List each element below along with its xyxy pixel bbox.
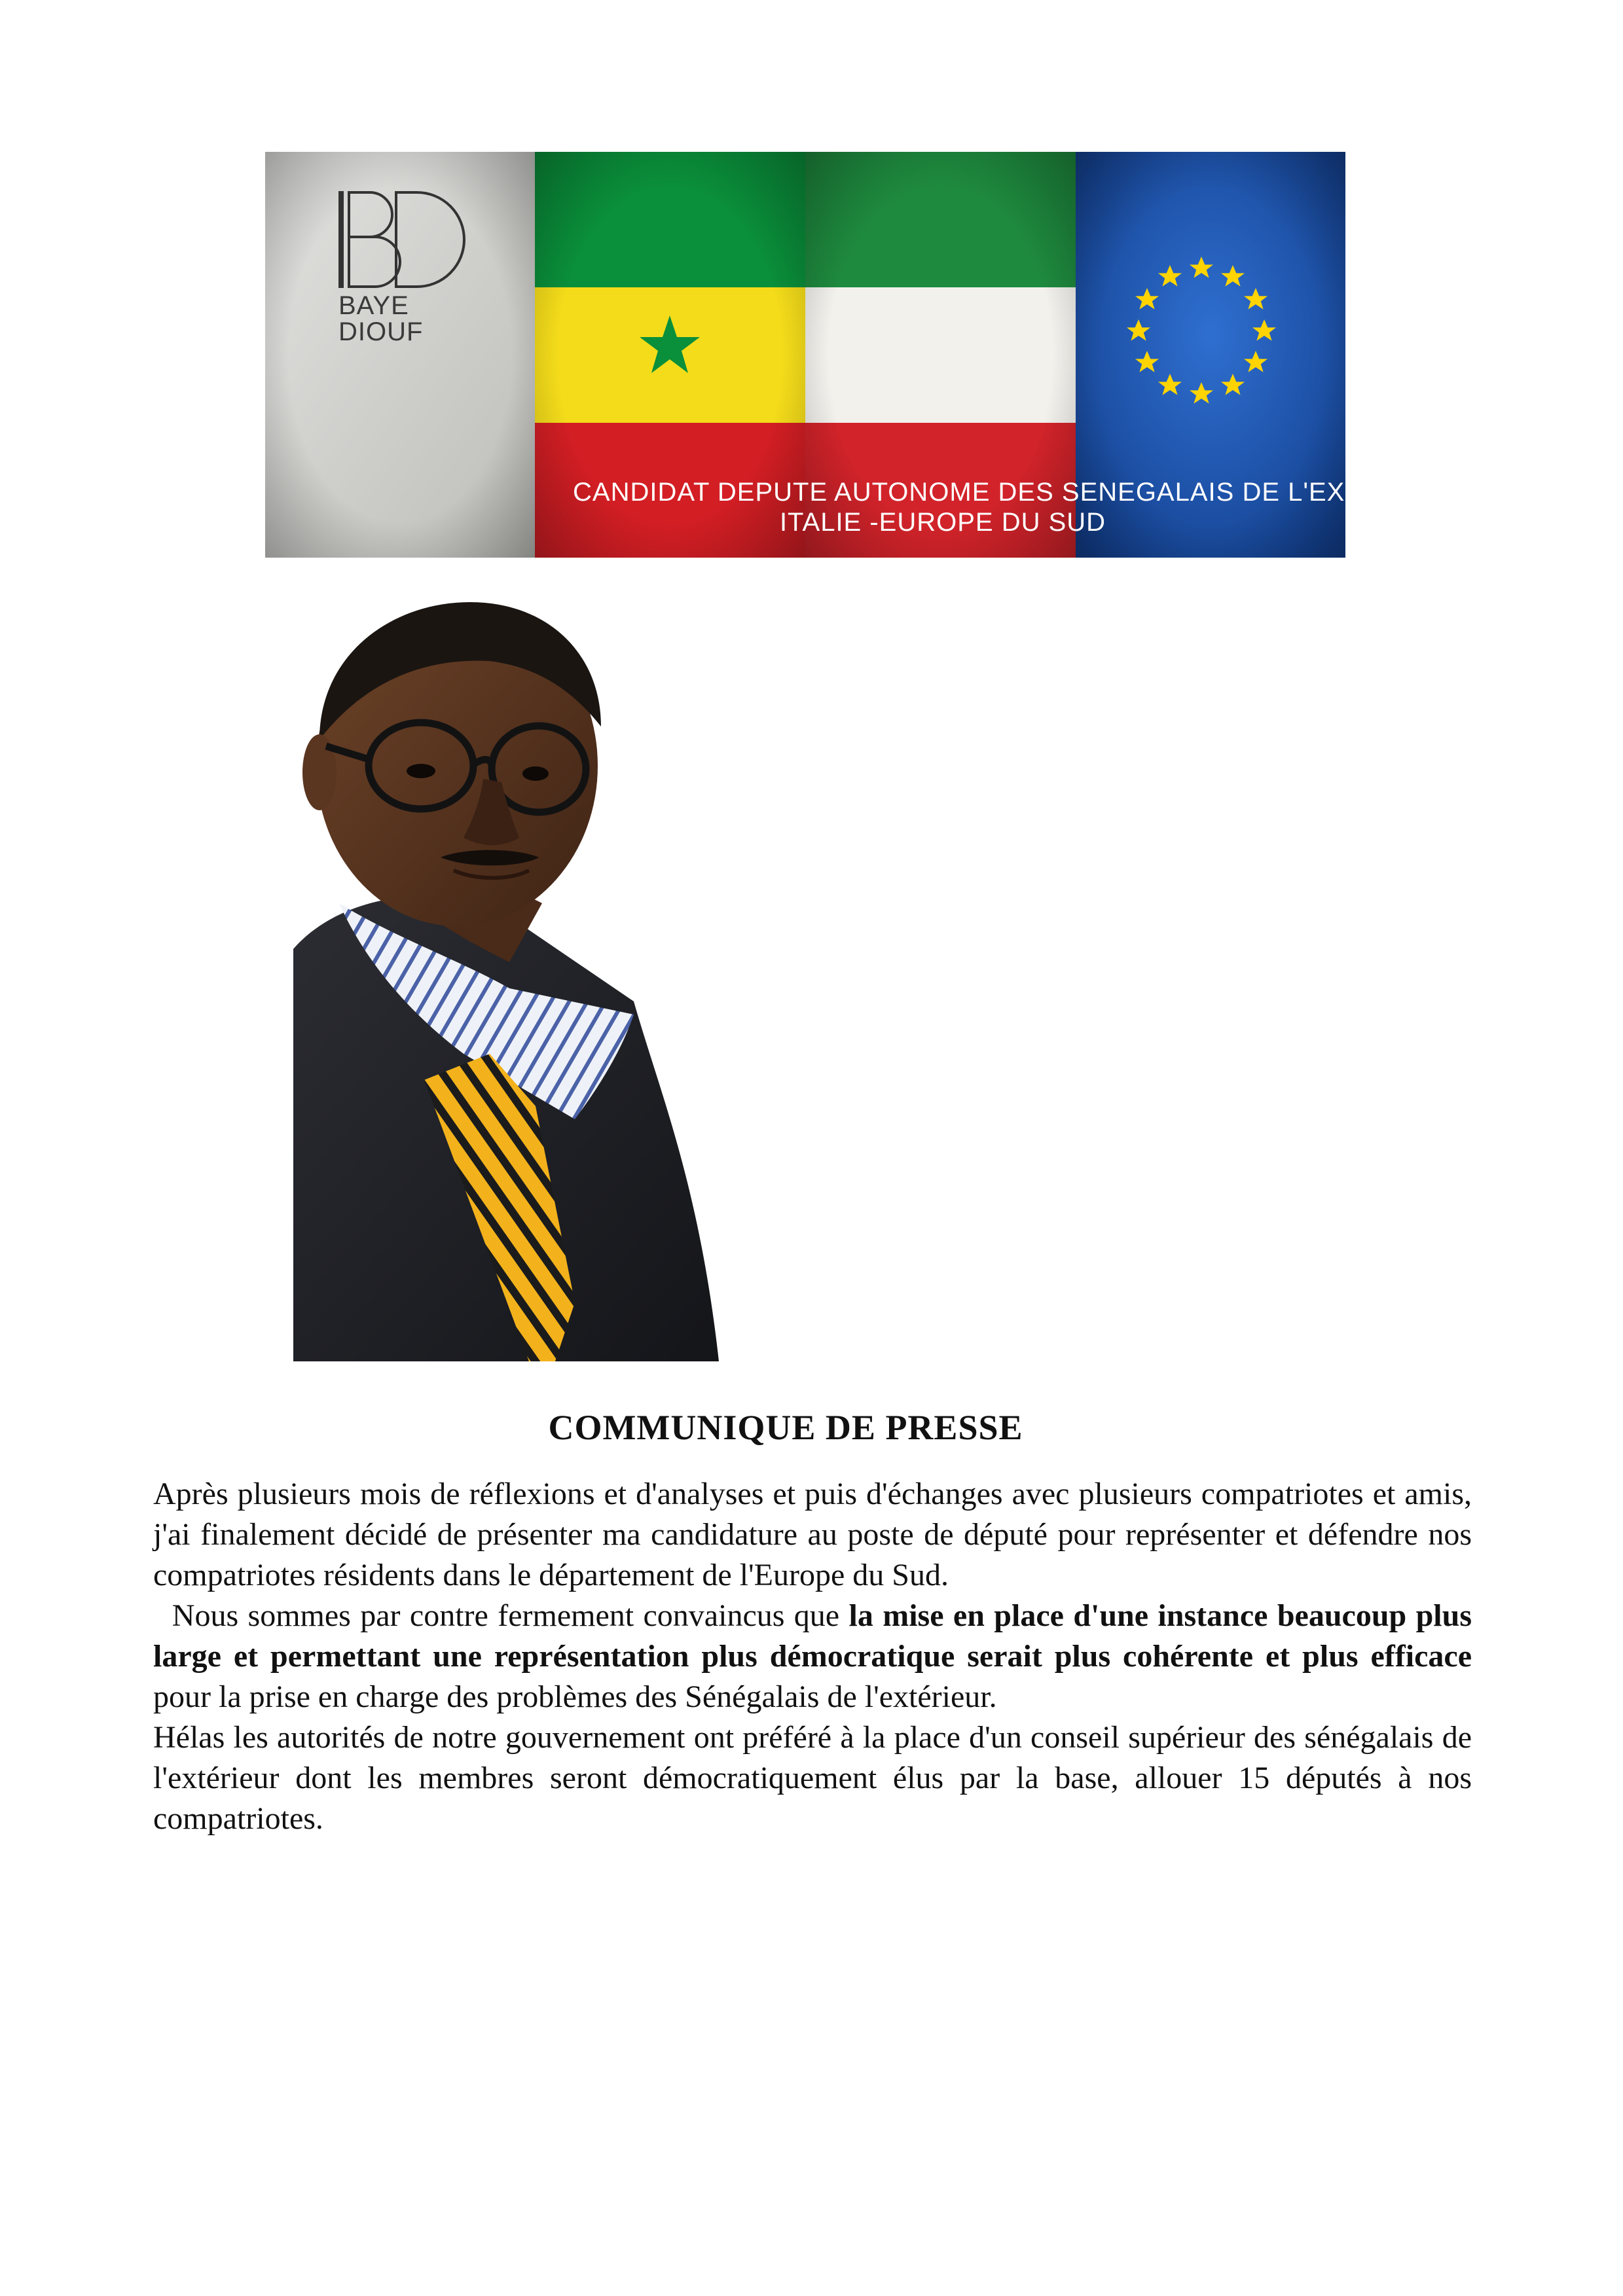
paragraph-2-bold: la mise en place d'une instance beaucoup plus large et permettant une représentation plus démocratique serait plus cohérente et plus efficace bbox=[153, 1598, 1472, 1674]
paragraph-3: Hélas les autorités de notre gouvernement ont préféré à la place d'un conseil supérieur des sénégalais de l'extérieur dont les membres seront démocratiquement élus par la base, allouer 15 députés à nos compatriotes. bbox=[153, 1720, 1472, 1836]
press-release-body bbox=[153, 1474, 1472, 1839]
logo-panel bbox=[265, 152, 535, 558]
paragraph-2-start: Nous sommes par contre fermement convaincus que bbox=[172, 1598, 849, 1633]
banner-caption-line1: CANDIDAT DEPUTE AUTONOME DES SENEGALAIS DE L'EXTERIEUR: bbox=[573, 478, 1473, 507]
header-banner bbox=[265, 152, 1473, 558]
banner-caption-line2: ITALIE -EUROPE DU SUD bbox=[779, 508, 1106, 537]
candidate-portrait bbox=[293, 596, 1311, 1361]
paragraph-2 bbox=[153, 1596, 1472, 1717]
logo-name-line2: DIOUF bbox=[338, 317, 424, 346]
logo-name-line1: BAYE bbox=[338, 291, 409, 320]
paragraph-2-end: pour la prise en charge des problèmes des Sénégalais de l'extérieur. bbox=[153, 1679, 997, 1714]
paragraph-1: Après plusieurs mois de réflexions et d'analyses et puis d'échanges avec plusieurs compatriotes et amis, j'ai finalement décidé de présenter ma candidature au poste de député pour représenter et défendre nos compatriotes résidents dans le département de l'Europe du Sud. bbox=[153, 1477, 1472, 1592]
page-title: COMMUNIQUE DE PRESSE bbox=[548, 1408, 1023, 1447]
